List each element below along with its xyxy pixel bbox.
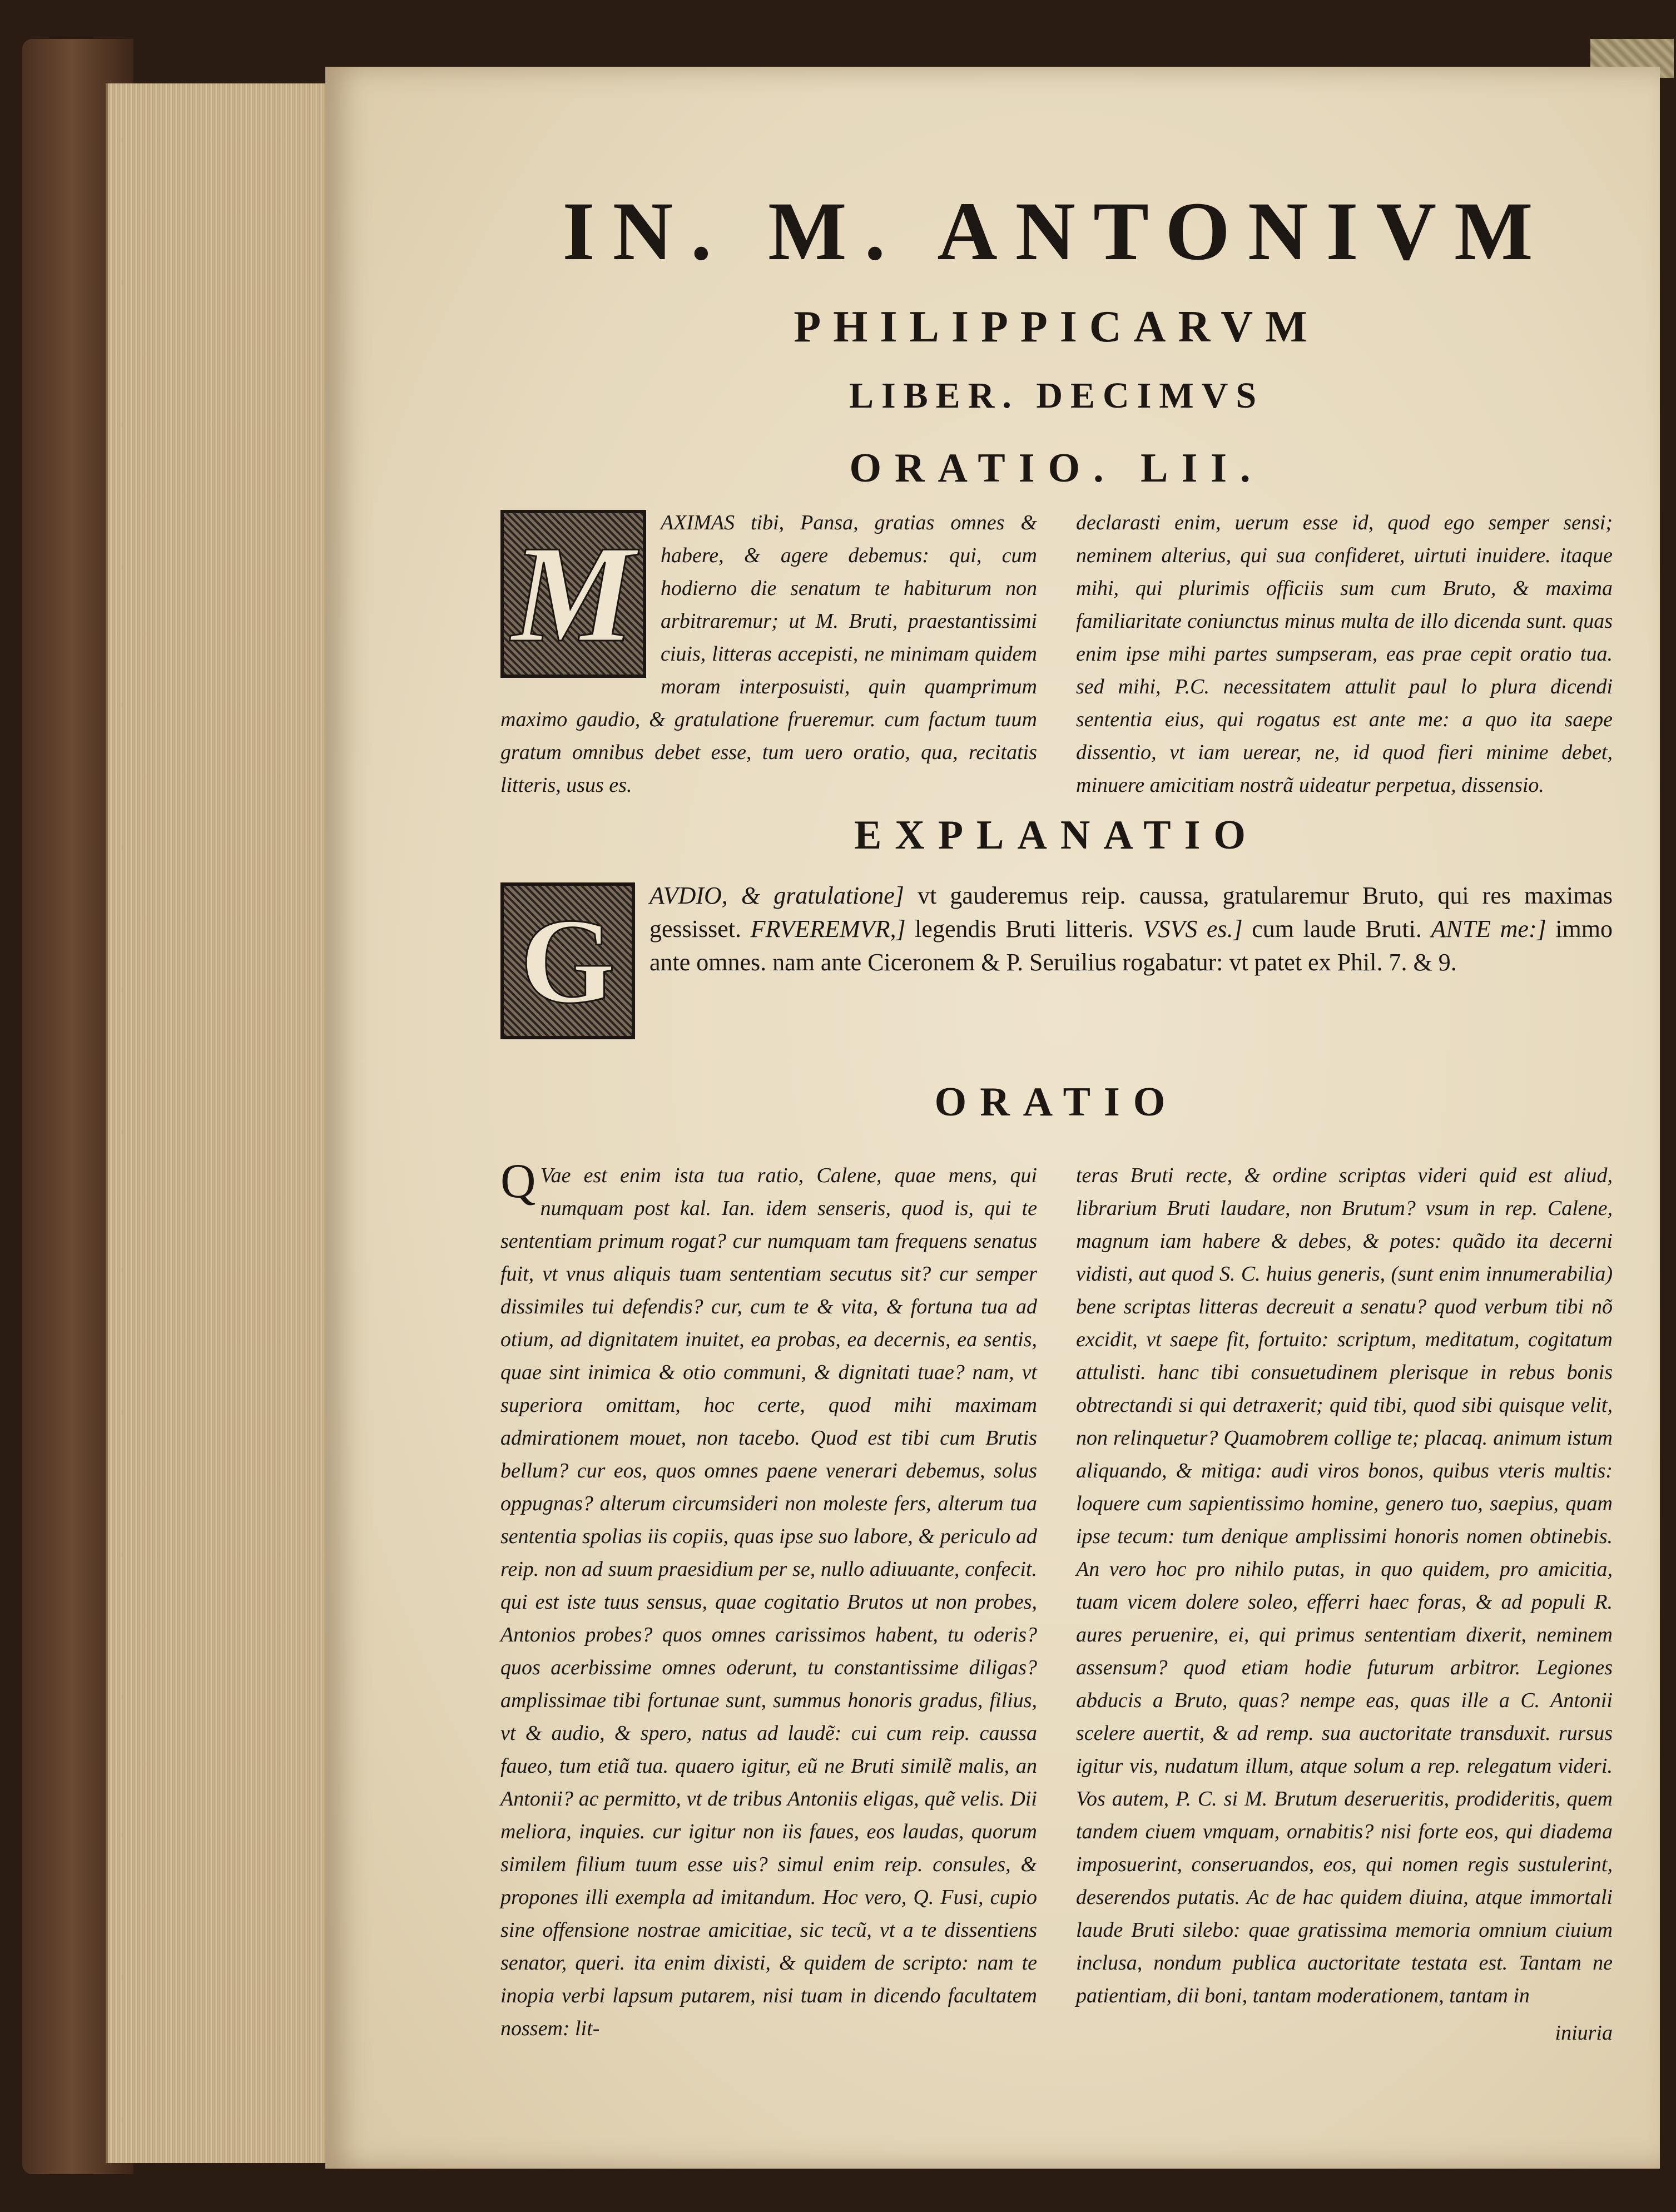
oratio-right-column [1076, 1159, 1613, 2050]
oratio-right-text: teras Bruti recte, & ordine scriptas videri quid est aliud, librarium Bruti laudare, non Brutum? vsum in rep. Calene, magnum iam habere & debes, & potes: quãdo ita decerni vidisti, aut quod S. C. huius generis, (sunt enim innumerabilia) bene scriptas litteras decreuit a senatu? quod verbum tibi nõ excidit, vt saepe fit, fortuito: scriptum, meditatum, cogitatum attulisti. hanc tibi consuetudinem plerisque in rebus bonis obtrectandi si qui detraxerit; quid tibi, quod sibi quisque velit, non relinquetur? Quamobrem collige te; placaq. animum istum aliquando, & mitiga: audi viros bonos, quibus vteris multis: loquere cum sapientissimo homine, genero tuo, saepius, quam ipse tecum: tum denique amplissimi honoris nomen obtinebis. An vero hoc pro nihilo putas, in quo quidem, pro amicitia, tuam vicem dolere soleo, efferri haec foras, & ad populi R. aures peruenire, ei, qui primus sententiam dixerit, neminem assensum? quod etiam hodie futurum arbitror. Legiones abducis a Bruto, quas? nempe eas, quas ille a C. Antonii scelere auertit, & ad remp. sua auctoritate transduxit. rursus igitur vis, nudatum illum, atque solum a rep. relegatum videri. Vos autem, P. C. si M. Brutum deserueritis, prodideritis, quem tandem ciuem vmquam, ornabitis? nisi forte eos, qui diadema imposuerint, conseruandos, eos, qui nomen regis sustulerint, deserendos putatis. Ac de hac quidem diuina, atque immortali laude Bruti silebo: quae gratissima memoria omnium ciuium inclusa, nondum publica auctoritate testata est. Tantam ne patientiam, dii boni, tantam moderationem, tantam in [1076, 1164, 1613, 2007]
oratio-lii-left-column [500, 507, 1037, 802]
note-usus: cum laude Bruti. [1242, 915, 1431, 943]
note-frueremur: legendis Bruti litteris. [905, 915, 1143, 943]
oratio-lii-right-column [1076, 507, 1613, 802]
explanatio-text [500, 879, 1613, 1029]
oratio-lii-right-text: declarasti enim, uerum esse id, quod ego semper sensi; neminem alterius, qui sua confideret, uirtuti inuidere. itaque mihi, qui plurimis officiis sum cum Bruto, & maxima familiaritate coniunctus minus multa de illo dicenda sunt. quas enim ipse mihi partes sumpseram, eas prae cepit oratio tua. sed mihi, P.C. necessitatem attulit paul lo plura dicendi sententia eius, qui rogatus est ante me: a quo ita saepe dissentio, vt iam uerear, ne, id quod fieri minime debet, minuere amicitiam nostrã uideatur perpetua, dissensio. [1076, 511, 1613, 797]
lemma-gaudio: AVDIO, & gratulatione] [649, 882, 904, 909]
oratio-heading: ORATIO [934, 1079, 1179, 1125]
book-number: LIBER. DECIMVS [849, 375, 1265, 416]
decorated-initial-m: M [500, 510, 646, 678]
oratio-section [500, 1079, 1613, 2050]
page-subtitle: PHILIPPICARVM [794, 302, 1320, 351]
note-gaudio: vt gauderemus reip. caussa, gratularemur Bruto, qui res maximas gessisset. [649, 882, 1613, 943]
page-edges-stack [106, 83, 330, 2163]
oratio-columns [500, 1154, 1613, 2050]
oratio-lii-left-text: AXIMAS tibi, Pansa, gratias omnes & habere, & agere debemus: qui, cum hodierno die senatum te habiturum non arbitraremur; ut M. Bruti, praestantissimi ciuis, litteras accepisti, ne minimam quidem moram interposuisti, quin quamprimum maximo gaudio, & gratulatione frueremur. cum factum tuum gratum omnibus debet esse, tum uero oratio, qua, recitatis litteris, usus es. [500, 511, 1037, 797]
oratio-lii-section [500, 445, 1613, 802]
oratio-lii-columns [500, 507, 1613, 802]
decorated-initial-g: G [500, 882, 635, 1039]
note-ante: immo ante omnes. nam ante Ciceronem & P. Seruilius rogabatur: vt patet ex Phil. 7. & 9. [649, 915, 1613, 976]
page-title: IN. M. ANTONIVM [562, 185, 1551, 277]
catchword: iniuria [1555, 2021, 1613, 2045]
lemma-ante: ANTE me:] [1431, 915, 1546, 943]
oratio-left-column [500, 1154, 1037, 2050]
title-block [500, 183, 1613, 417]
oratio-left-text: Vae est enim ista tua ratio, Calene, quae mens, qui numquam post kal. Ian. idem senseris, quod is, qui te sententiam primum rogat? cur numquam tam frequens senatus fuit, vt vnus aliquis tuam sententiam secutus sit? cur semper dissimiles tui defendis? cur, cum te & vita, & fortuna tua ad otium, ad dignitatem inuitet, ea probas, ea decernis, ea sentis, quae sint inimica & otio communi, & dignitati tuae? nam, vt superiora omittam, hoc certe, quod mihi maximam admirationem mouet, non tacebo. Quod est tibi cum Brutis bellum? cur eos, quos omnes paene venerari debemus, solus oppugnas? alterum circumsideri non moleste fers, alterum tua sententia spolias iis copiis, quas ipse suo labore, & periculo ad reip. non ad suum praesidium per se, nullo adiuuante, confecit. qui est iste tuus sensus, quae cogitatio Brutos ut non probes, Antonios probes? quos omnes carissimos habent, tu oderis? quos acerbissime omnes oderunt, tu constantissime diligas? amplissimae tibi fortunae sunt, summus honoris gradus, filius, vt & audio, & spero, natus ad laudẽ: cui cum reip. caussa faueo, tum etiã tua. quaero igitur, eũ ne Bruti similẽ malis, an Antonii? ac permitto, vt de tribus Antoniis eligas, quẽ velis. Dii meliora, inquies. cur igitur non iis faues, eos laudas, quorum similem filium tuum esse uis? simul enim reip. consules, & propones illi exempla ad imitandum. Hoc vero, Q. Fusi, cupio sine offensione nostrae amicitiae, sic tecũ, vt a te dissentiens senator, queri. ita enim dixisti, & quidem de scripto: nam te inopia verbi lapsum putarem, nisi tuam in dicendo facultatem nossem: lit- [500, 1164, 1037, 2040]
explanatio-heading: EXPLANATIO [854, 812, 1259, 858]
explanatio-section [500, 812, 1613, 1045]
lemma-frueremur: FRVEREMVR,] [750, 915, 906, 943]
initial-q: Q [500, 1154, 536, 1208]
oratio-lii-heading: ORATIO. LII. [849, 445, 1264, 491]
lemma-usus: VSVS es.] [1143, 915, 1243, 943]
